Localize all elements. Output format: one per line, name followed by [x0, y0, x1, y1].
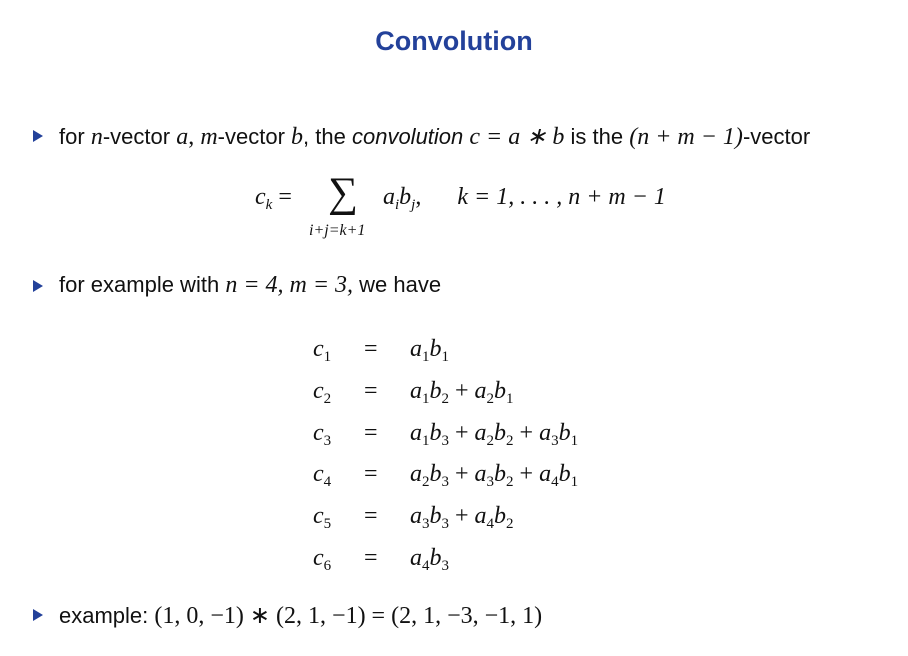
var-b: b — [558, 461, 571, 488]
sub-a: 4 — [422, 557, 430, 574]
var-b: b — [291, 124, 304, 150]
bullet-2-text — [59, 272, 441, 299]
var-a: a — [474, 377, 487, 404]
plus-sign: + — [449, 419, 475, 446]
term-convolution: convolution — [351, 124, 464, 149]
sub-b: 1 — [570, 432, 579, 449]
comma: , — [415, 184, 422, 210]
sub-b: 1 — [570, 474, 579, 491]
convolution-formula — [255, 170, 715, 248]
text-example: example: — [59, 603, 149, 628]
equation-rhs — [410, 378, 514, 405]
equals: = — [272, 184, 292, 210]
text-vector: -vector — [217, 124, 285, 149]
expr-c-eq-a-conv-b: c = a ∗ b — [469, 124, 565, 150]
sub-b: 2 — [441, 390, 449, 407]
expr-dimension: (n + m − 1) — [629, 124, 743, 150]
var-n: n — [90, 124, 103, 150]
bullet-triangle-icon — [33, 130, 43, 142]
bullet-triangle-icon — [33, 609, 43, 621]
var-b: b — [429, 336, 442, 362]
text-vector: -vector — [742, 124, 811, 149]
sub-k: k — [265, 197, 273, 213]
expr-n-m-values: n = 4, m = 3, — [225, 272, 354, 298]
slide-title: Convolution — [375, 26, 533, 56]
equation-lhs — [313, 461, 332, 491]
formula-range: k = 1, . . . , n + m − 1 — [457, 184, 666, 210]
example-expression: (1, 0, −1) ∗ (2, 1, −1) = (2, 1, −3, −1, 1) — [154, 603, 543, 629]
equation-lhs — [313, 336, 331, 363]
sub-a: 2 — [486, 432, 495, 449]
equals-sign: = — [364, 419, 378, 446]
var-c: c — [313, 419, 324, 446]
var-a: a — [474, 419, 487, 446]
var-b: b — [429, 377, 442, 404]
equals-sign: = — [364, 544, 378, 571]
formula-lhs — [255, 184, 292, 211]
subscript: 5 — [323, 516, 332, 533]
var-b: b — [429, 461, 442, 488]
var-a: a — [410, 503, 422, 530]
equation-lhs — [313, 503, 332, 533]
var-b: b — [429, 503, 442, 530]
text-for: for — [59, 124, 85, 149]
sub-a: 2 — [422, 474, 430, 491]
plus-sign: + — [449, 377, 475, 404]
bullet-triangle-icon — [33, 280, 43, 292]
subscript: 6 — [323, 557, 332, 574]
subscript: 2 — [323, 390, 332, 407]
var-a: a — [176, 124, 189, 150]
equals-sign: = — [364, 336, 378, 362]
var-a: a — [410, 336, 422, 362]
var-b: b — [494, 377, 507, 404]
equation-rhs — [410, 545, 449, 572]
formula-rhs — [383, 184, 666, 211]
summation-icon: ∑ — [328, 170, 358, 216]
sub-b: 3 — [441, 516, 449, 533]
equation-rhs — [410, 461, 579, 491]
var-a: a — [474, 503, 487, 530]
var-b: b — [494, 461, 507, 488]
text-the: , the — [303, 124, 346, 149]
sub-a: 4 — [551, 474, 559, 491]
var-c: c — [255, 184, 266, 210]
text-for-example: for example with — [59, 272, 220, 297]
equation-lhs — [313, 420, 331, 447]
var-a: a — [410, 377, 422, 404]
sub-j: j — [411, 197, 416, 213]
plus-sign: + — [449, 503, 475, 530]
sub-b: 3 — [441, 432, 449, 449]
subscript: 4 — [323, 474, 332, 491]
var-m: m — [200, 124, 218, 150]
equation-rhs — [410, 336, 449, 363]
sub-a: 1 — [422, 390, 430, 407]
sub-b: 3 — [441, 557, 449, 574]
sub-a: 4 — [486, 516, 495, 533]
text-vector: -vector — [102, 124, 171, 149]
subscript: 1 — [323, 349, 332, 365]
var-a: a — [410, 544, 422, 571]
sub-a: 1 — [422, 432, 430, 449]
text-we-have: we have — [359, 272, 442, 297]
equation-rhs — [410, 503, 514, 533]
sub-i: i — [395, 197, 400, 213]
equation-rhs — [410, 420, 578, 447]
bullet-1-text — [59, 122, 810, 151]
var-a: a — [383, 184, 395, 210]
sub-a: 1 — [422, 349, 430, 365]
sub-b: 1 — [441, 349, 449, 365]
plus-sign: + — [513, 419, 540, 446]
equation-lhs — [313, 545, 331, 572]
comma: , — [188, 124, 195, 150]
equals-sign: = — [364, 461, 378, 488]
plus-sign: + — [449, 461, 475, 488]
var-a: a — [539, 419, 552, 446]
subscript: 3 — [323, 432, 332, 449]
plus-sign: + — [513, 461, 540, 488]
var-a: a — [410, 419, 422, 446]
sub-b: 1 — [506, 390, 514, 407]
sum-limit: i+j=k+1 — [309, 222, 366, 239]
sub-a: 3 — [551, 432, 559, 449]
sub-a: 3 — [486, 474, 495, 491]
var-b: b — [399, 184, 412, 210]
var-c: c — [313, 336, 324, 362]
sub-b: 2 — [506, 432, 514, 449]
var-c: c — [313, 377, 324, 404]
equals-sign: = — [364, 503, 378, 530]
var-b: b — [558, 419, 571, 446]
text-is-the: is the — [570, 124, 624, 149]
sub-a: 3 — [422, 516, 430, 533]
var-a: a — [539, 461, 552, 488]
sub-b: 2 — [506, 516, 514, 533]
bullet-3-text — [59, 601, 542, 630]
var-b: b — [429, 419, 442, 446]
var-c: c — [313, 461, 324, 488]
var-b: b — [494, 419, 507, 446]
var-b: b — [494, 503, 507, 530]
equation-lhs — [313, 378, 331, 405]
sub-b: 2 — [506, 474, 514, 491]
var-b: b — [429, 544, 442, 571]
var-c: c — [313, 544, 324, 571]
sub-b: 3 — [441, 474, 449, 491]
sub-a: 2 — [486, 390, 495, 407]
var-a: a — [474, 461, 487, 488]
equals-sign: = — [364, 377, 378, 404]
var-a: a — [410, 461, 422, 488]
var-c: c — [313, 503, 324, 530]
